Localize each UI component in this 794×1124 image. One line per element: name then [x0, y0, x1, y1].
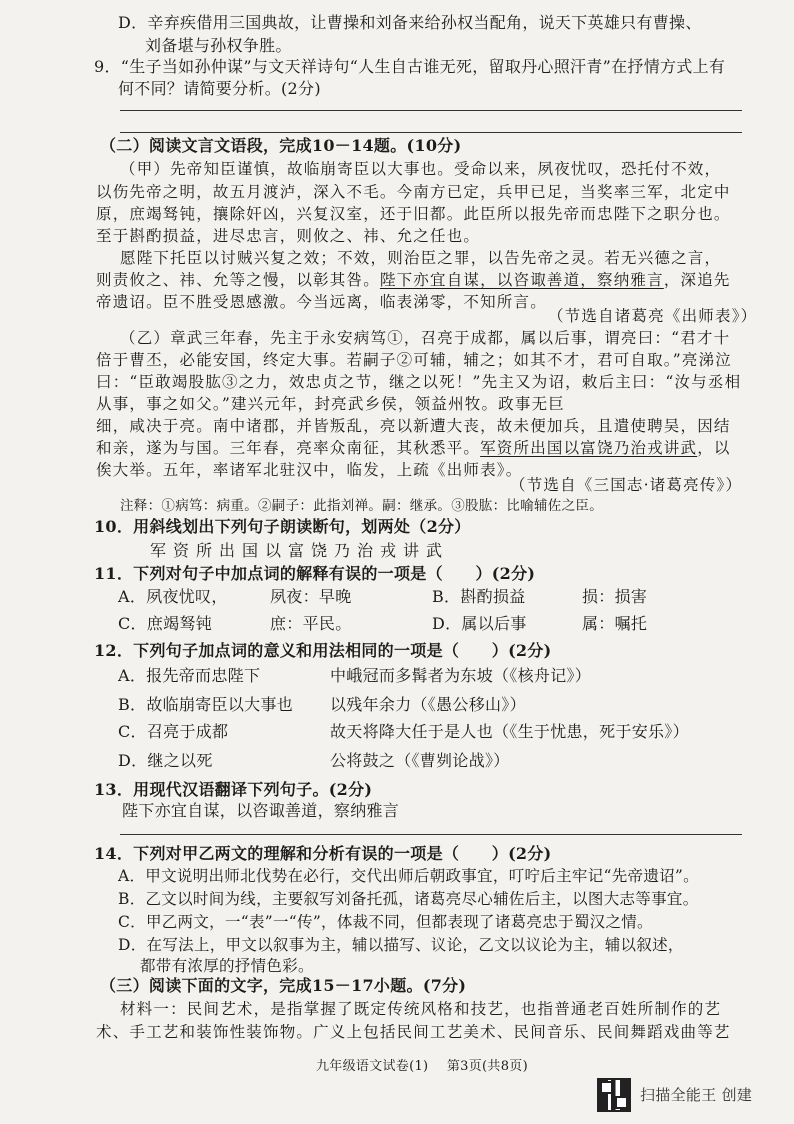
passage-a-line: 至于斟酌损益，进尽忠言，则攸之、祎、允之任也。: [96, 227, 481, 245]
q14-option-c[interactable]: C．甲乙两文，一“表”一“传”，体裁不同，但都表现了诸葛亮忠于蜀汉之情。: [118, 913, 653, 931]
footer-exam-title: 九年级语文试卷(1): [316, 1059, 429, 1074]
question-13: 13．用现代汉语翻译下列句子。(2分): [94, 780, 373, 799]
passage-b-line: 俟大举。五年，率诸军北驻汉中，临发，上疏《出师表》。: [96, 461, 523, 479]
qr-code-icon: [597, 1078, 631, 1112]
passage-a-text: 则责攸之、祎、允等之慢，以彰其咎。: [96, 271, 380, 289]
q12-option-a[interactable]: A．报先帝而忠陛下: [118, 666, 261, 685]
footer-page-number: 第3页(共8页): [446, 1059, 528, 1074]
q11-option-c[interactable]: C．庶竭驽钝: [118, 614, 213, 633]
underlined-sentence: 军资所出国以富饶乃治戎讲武: [480, 439, 698, 457]
passage-b-line: 细，咸决于亮。南中诸郡，并皆叛乱，亮以新遭大丧，故未便加兵，且遣使聘吴，因结: [96, 417, 731, 435]
passage-a-text: ，深追先: [663, 271, 731, 289]
q12-option-d-compare: 公将鼓之（《曹刿论战》）: [330, 751, 510, 770]
question-13-sentence: 陛下亦宜自谋，以咨诹善道，察纳雅言: [122, 801, 400, 820]
q11-option-c-gloss: 庶：平民。: [270, 614, 352, 633]
passage-a-line: 愿陛下托臣以讨贼兴复之效；不效，则治臣之罪，以告先帝之灵。若无兴德之言，: [120, 249, 722, 267]
answer-line[interactable]: [120, 110, 742, 111]
passage-a-line: 原，庶竭驽钝，攘除奸凶，兴复汉室，还于旧都。此臣所以报先帝而忠陛下之职分也。: [96, 205, 731, 223]
q11-option-d-gloss: 属：嘱托: [582, 614, 648, 633]
passage-b-text: 和亲，遂为与国。三年春，亮率众南征，其秋悉平。: [96, 439, 481, 457]
passage-b-line: 倍于曹丕，必能安国，终定大事。若嗣子②可辅，辅之；如其不才，君可自取。”亮涕泣: [96, 351, 732, 369]
underlined-sentence: 陛下亦宜自谋，以咨诹善道，察纳雅言: [379, 271, 664, 289]
question-11: 11．下列对句子中加点词的解释有误的一项是（ ）(2分): [94, 564, 536, 583]
q11-option-d[interactable]: D．属以后事: [432, 614, 527, 633]
passage-b-line: 从事，事之如父。”建兴元年，封亮武乡侯，领益州牧。政事无巨: [96, 395, 565, 413]
answer-line[interactable]: [120, 834, 742, 835]
material-1-line: 术、手工艺和装饰性装饰物。广义上包括民间工艺美术、民间音乐、民间舞蹈戏曲等艺: [96, 1023, 731, 1041]
passage-a-source: （节选自诸葛亮《出师表》）: [548, 307, 758, 325]
passage-b-line: 曰：“臣敢竭股肱③之力，效忠贞之节，继之以死！”先主又为诏，敕后主曰：“汝与丞相: [96, 373, 742, 391]
option-d-line2: 刘备堪与孙权争胜。: [145, 36, 292, 55]
passage-a-line: [96, 269, 731, 291]
q11-option-b[interactable]: B．斟酌损益: [432, 587, 526, 606]
section-3-heading: （三）阅读下面的文字，完成15－17小题。(7分): [100, 976, 467, 995]
question-10-sentence[interactable]: 军资所出国以富饶乃治戎讲武: [150, 541, 450, 560]
q11-option-b-gloss: 损：损害: [582, 587, 648, 606]
question-14: 14．下列对甲乙两文的理解和分析有误的一项是（ ）(2分): [94, 844, 552, 863]
question-12: 12．下列句子加点词的意义和用法相同的一项是（ ）(2分): [94, 641, 552, 660]
q14-option-d[interactable]: D．在写法上，甲文以叙事为主，辅以描写、议论，乙文以议论为主，辅以叙述，: [118, 936, 684, 954]
passage-b-line: [96, 437, 731, 459]
question-10: 10．用斜线划出下列句子朗读断句，划两处（2分）: [94, 517, 471, 536]
passage-a-line: （甲）先帝知臣谨慎，故临崩寄臣以大事也。受命以来，夙夜忧叹，恐托付不效，: [120, 160, 722, 178]
q14-option-b[interactable]: B．乙文以时间为线，主要叙写刘备托孤，诸葛亮尽心辅佐后主，以图大志等事宜。: [118, 890, 699, 908]
passage-a-line: 以伤先帝之明，故五月渡泸，深入不毛。今南方已定，兵甲已足，当奖率三军，北定中: [96, 183, 731, 201]
q11-option-a-gloss: 夙夜：早晚: [270, 587, 352, 606]
q12-option-c[interactable]: C．召亮于成都: [118, 722, 229, 741]
annotation-note: 注释：①病笃：病重。②嗣子：此指刘禅。嗣：继承。③股肱：比喻辅佐之臣。: [120, 498, 603, 514]
passage-b-source: （节选自《三国志·诸葛亮传》）: [510, 476, 743, 494]
q12-option-d[interactable]: D．继之以死: [118, 751, 213, 770]
option-d-line1: D．辛弃疾借用三国典故，让曹操和刘备来给孙权当配角，说天下英雄只有曹操、: [118, 13, 702, 32]
q12-option-c-compare: 故天将降大任于是人也（《生于忧患，死于安乐》）: [330, 722, 689, 741]
q14-option-a[interactable]: A．甲文说明出师北伐势在必行，交代出师后朝政事宜，叮咛后主牢记“先帝遗诏”。: [118, 867, 699, 885]
scanner-watermark: 扫描全能王 创建: [640, 1086, 753, 1104]
question-9-line2: 何不同？请简要分析。(2分): [118, 79, 321, 98]
passage-b-line: （乙）章武三年春，先主于永安病笃①，召亮于成都，属以后事，谓亮曰：“君才十: [120, 329, 731, 347]
material-1-line: 材料一：民间艺术，是指掌握了既定传统风格和技艺，也指普通老百姓所制作的艺: [120, 1000, 722, 1018]
q12-option-b[interactable]: B．故临崩寄臣以大事也: [118, 695, 294, 714]
passage-a-line: 帝遗诏。臣不胜受恩感激。今当远离，临表涕零，不知所言。: [96, 293, 547, 311]
passage-b-text: ，以: [697, 439, 731, 457]
footer: [316, 1056, 528, 1078]
q14-option-d-cont: 都带有浓厚的抒情色彩。: [140, 957, 314, 975]
q12-option-a-compare: 中峨冠而多髯者为东坡（《核舟记》）: [330, 666, 592, 685]
section-2-heading: （二）阅读文言文语段，完成10－14题。(10分): [100, 136, 462, 155]
q12-option-b-compare: 以残年余力（《愚公移山》）: [330, 695, 526, 714]
question-9-line1: 9．“生子当如孙仲谋”与文天祥诗句“人生自古谁无死，留取丹心照汗青”在抒情方式上有: [94, 57, 726, 76]
answer-line[interactable]: [120, 132, 742, 133]
q11-option-a[interactable]: A．夙夜忧叹，: [118, 587, 228, 606]
